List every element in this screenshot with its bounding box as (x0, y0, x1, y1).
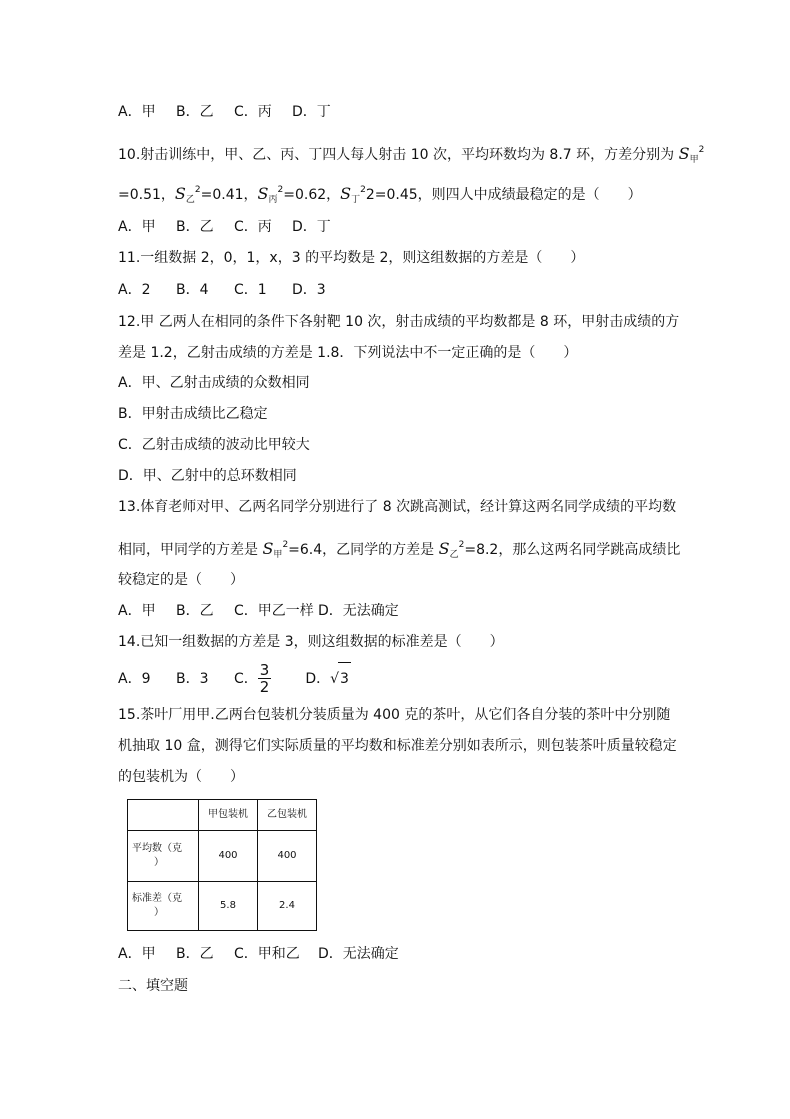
q14-options (118, 662, 351, 695)
fraction-three-halves: $\frac{3}{2}$ (259, 661, 270, 696)
table-row (128, 831, 317, 882)
table-cell: 2.4 (258, 882, 317, 931)
option-d: D．丁 (292, 219, 331, 235)
option-a: A．甲 (118, 603, 156, 619)
table-corner-cell (128, 800, 199, 831)
q12-line2: 差是 1.2，乙射击成绩的方差是 1.8．下列说法中不一定正确的是（ ） (118, 345, 578, 361)
q15-line3: 的包装机为（ ） (118, 769, 244, 785)
q13-line2: 相同，甲同学的方差是 $S_甲^2=6.4$，乙同学的方差是 $S_乙^2=8.2$，那么这两名同学跳高成绩比 (118, 539, 681, 560)
q12-option-c: C．乙射击成绩的波动比甲较大 (118, 437, 310, 453)
option-b: B．4 (176, 282, 209, 298)
option-c: C．甲乙一样 (234, 603, 314, 619)
option-c: C．甲和乙 (234, 946, 300, 962)
table-row-label: 标准差（克 ） (128, 882, 199, 931)
table-row-label: 平均数（克 ） (128, 831, 199, 882)
q10-line1: 10.射击训练中，甲、乙、丙、丁四人每人射击 10 次，平均环数均为 8.7 环，方差分别为 $S_甲^2$ (118, 144, 705, 165)
q13-line1: 13.体育老师对甲、乙两名同学分别进行了 8 次跳高测试，经计算这两名同学成绩的平均数 (118, 499, 677, 515)
sqrt-sign-icon: √ (330, 671, 340, 687)
q10-line2: =0.51，$S_乙^2=0.41$，$S_丙^2=0.62$，$S_丁^22=0.45$，则四人中成绩最稳定的是（ ） (118, 184, 642, 205)
q12-line1: 12.甲 乙两人在相同的条件下各射靶 10 次，射击成绩的平均数都是 8 环，甲射击成绩的方 (118, 314, 680, 330)
q12-option-a: A．甲、乙射击成绩的众数相同 (118, 375, 310, 391)
table-header-row (128, 800, 317, 831)
option-d: D．无法确定 (318, 603, 399, 619)
option-b: B．乙 (176, 104, 214, 120)
section-title: 二、填空题 (118, 978, 188, 994)
option-a: A．甲 (118, 104, 156, 120)
q11-options (118, 280, 326, 300)
option-c: C．丙 (234, 104, 272, 120)
table-cell: 5.8 (199, 882, 258, 931)
option-a: A．2 (118, 282, 151, 298)
q15-options (118, 944, 399, 964)
option-b: B．3 (176, 670, 209, 687)
q15-line2: 机抽取 10 盒，测得它们实际质量的平均数和标准差分别如表所示，则包装茶叶质量较稳定 (118, 738, 677, 754)
q12-option-b: B．甲射击成绩比乙稳定 (118, 406, 268, 422)
option-c: C． (234, 670, 258, 687)
q14-text: 14.已知一组数据的方差是 3，则这组数据的标准差是（ ） (118, 634, 504, 650)
option-d: D．3 (292, 282, 326, 298)
option-d: D．丁 (292, 104, 331, 120)
option-b: B．乙 (176, 219, 214, 235)
option-a: A．甲 (118, 219, 156, 235)
q10-options (118, 217, 331, 237)
table-cell: 400 (199, 831, 258, 882)
option-c: C．丙 (234, 219, 272, 235)
q12-option-d: D．甲、乙射中的总环数相同 (118, 468, 297, 484)
option-a: A．9 (118, 670, 151, 687)
option-d: D． (305, 670, 331, 687)
table-header-jia: 甲包装机 (199, 800, 258, 831)
sqrt-three: √3 (330, 662, 351, 695)
option-b: B．乙 (176, 603, 214, 619)
q15-data-table (127, 799, 317, 931)
table-row (128, 882, 317, 931)
q13-options (118, 601, 399, 621)
option-a: A．甲 (118, 946, 156, 962)
q9-options (118, 102, 331, 122)
q13-line3: 较稳定的是（ ） (118, 572, 244, 588)
table-cell: 400 (258, 831, 317, 882)
table-header-yi: 乙包装机 (258, 800, 317, 831)
variance-symbol: S (678, 144, 690, 163)
q15-line1: 15.茶叶厂用甲.乙两台包装机分装质量为 400 克的茶叶，从它们各自分装的茶叶中分别随 (118, 707, 671, 723)
option-b: B．乙 (176, 946, 214, 962)
option-c: C．1 (234, 282, 267, 298)
q11-text: 11.一组数据 2，0，1，x，3 的平均数是 2，则这组数据的方差是（ ） (118, 250, 585, 266)
option-d: D．无法确定 (318, 946, 399, 962)
